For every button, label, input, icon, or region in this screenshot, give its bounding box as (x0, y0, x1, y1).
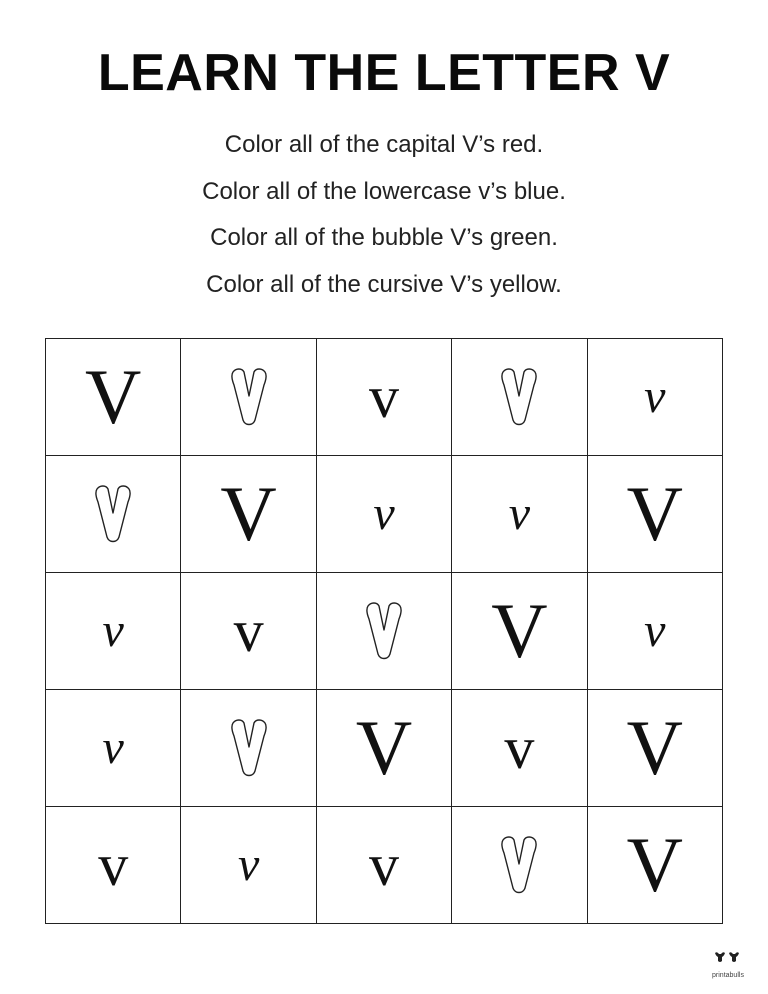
bubble-v-letter (362, 600, 406, 662)
grid-cell-r4-c4 (452, 690, 587, 807)
instructions (0, 122, 768, 308)
grid-cell-r4-c3 (317, 690, 452, 807)
cursive-v-letter: v (237, 838, 260, 891)
letter-grid (45, 338, 723, 924)
lowercase-v-letter: v (504, 715, 535, 781)
bubble-v-letter (227, 717, 271, 779)
grid-cell-r2-c5 (588, 456, 723, 573)
grid-cell-r4-c1 (46, 690, 181, 807)
bull-heads-logo-icon (713, 950, 743, 966)
capital-v-letter: V (85, 353, 142, 440)
grid-cell-r5-c3 (317, 807, 452, 924)
grid-cell-r5-c5 (588, 807, 723, 924)
cursive-v-letter: v (644, 370, 666, 423)
lowercase-v-letter: v (98, 832, 129, 898)
grid-cell-r2-c3 (317, 456, 452, 573)
grid-cell-r3-c1 (46, 573, 181, 690)
page-title: LEARN THE LETTER V (97, 44, 671, 102)
cursive-v-letter: v (102, 721, 124, 774)
capital-v-letter: V (220, 470, 277, 557)
capital-v-letter: V (491, 587, 548, 674)
instruction-cursive: Color all of the cursive V’s yellow. (206, 270, 562, 298)
grid-cell-r3-c4 (452, 573, 587, 690)
grid-cell-r2-c2 (181, 456, 316, 573)
grid-cell-r5-c4 (452, 807, 587, 924)
lowercase-v-letter: v (368, 364, 399, 430)
capital-v-letter: V (355, 704, 413, 791)
grid-cell-r1-c5 (588, 339, 723, 456)
printabulls-logo (706, 950, 750, 986)
grid-cell-r3-c5 (588, 573, 723, 690)
bubble-v-letter (227, 366, 271, 428)
lowercase-v-letter: v (233, 598, 264, 664)
grid-cell-r3-c2 (181, 573, 316, 690)
instruction-capital: Color all of the capital V’s red. (224, 131, 544, 158)
grid-cell-r4-c2 (181, 690, 316, 807)
grid-cell-r2-c1 (46, 456, 181, 573)
grid-cell-r5-c1 (46, 807, 181, 924)
grid-cell-r1-c4 (452, 339, 587, 456)
bubble-v-letter (497, 366, 541, 428)
grid-cell-r3-c3 (317, 573, 452, 690)
grid-cell-r1-c1 (46, 339, 181, 456)
cursive-v-letter: v (644, 604, 666, 657)
capital-v-letter: V (626, 704, 683, 791)
logo-text: printabulls (712, 972, 744, 979)
bubble-v-letter (91, 483, 135, 545)
cursive-v-letter: v (373, 487, 395, 540)
instruction-lowercase: Color all of the lowercase v’s blue. (202, 177, 566, 205)
grid-cell-r1-c2 (181, 339, 316, 456)
cursive-v-letter: v (102, 604, 124, 657)
grid-cell-r4-c5 (588, 690, 723, 807)
cursive-v-letter: v (508, 487, 531, 540)
instruction-bubble: Color all of the bubble V’s green. (210, 224, 558, 251)
capital-v-letter: V (626, 821, 683, 908)
capital-v-letter: V (626, 470, 683, 557)
grid-cell-r2-c4 (452, 456, 587, 573)
bubble-v-letter (497, 834, 541, 896)
lowercase-v-letter: v (368, 832, 399, 898)
grid-cell-r1-c3 (317, 339, 452, 456)
grid-cell-r5-c2 (181, 807, 316, 924)
